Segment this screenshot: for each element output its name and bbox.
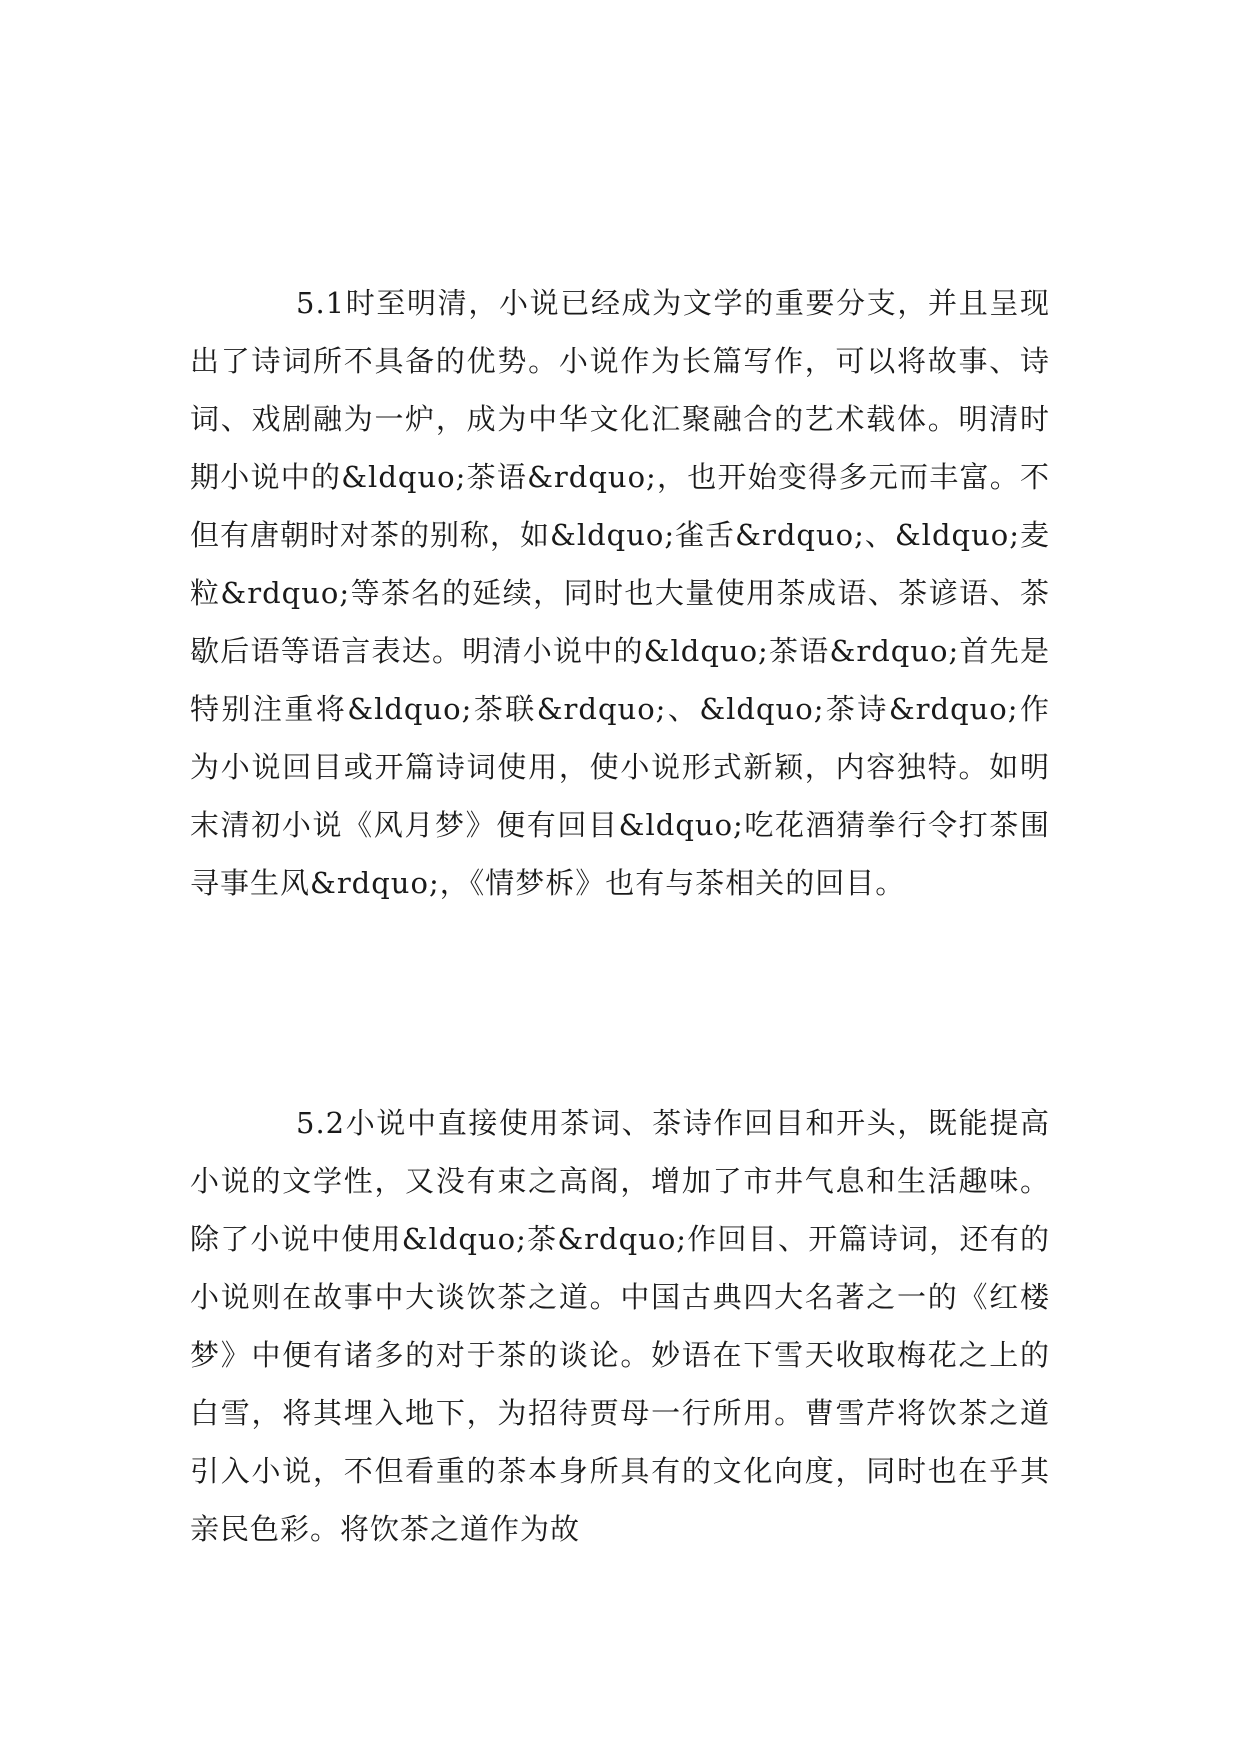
paragraph-5-1: 5.1时至明清，小说已经成为文学的重要分支，并且呈现出了诗词所不具备的优势。小说作为长篇写作，可以将故事、诗词、戏剧融为一炉，成为中华文化汇聚融合的艺术载体。明清时期小说中的&ldquo;茶语&rdquo;，也开始变得多元而丰富。不但有唐朝时对茶的别称，如&ldquo;雀舌&rdquo;、&ldquo;麦粒&rdquo;等茶名的延续，同时也大量使用茶成语、茶谚语、茶歇后语等语言表达。明清小说中的&ldquo;茶语&rdquo;首先是特别注重将&ldquo;茶联&rdquo;、&ldquo;茶诗&rdquo;作为小说回目或开篇诗词使用，使小说形式新颖，内容独特。如明末清初小说《风月梦》便有回目&ldquo;吃花酒猜拳行令打茶围寻事生风&rdquo;，《情梦柝》也有与茶相关的回目。: [190, 286, 1050, 900]
paragraph-5-2: 5.2小说中直接使用茶词、茶诗作回目和开头，既能提高小说的文学性，又没有束之高阁，增加了市井气息和生活趣味。除了小说中使用&ldquo;茶&rdquo;作回目、开篇诗词，还有的小说则在故事中大谈饮茶之道。中国古典四大名著之一的《红楼梦》中便有诸多的对于茶的谈论。妙语在下雪天收取梅花之上的白雪，将其埋入地下，为招待贾母一行所用。曹雪芹将饮茶之道引入小说，不但看重的茶本身所具有的文化向度，同时也在乎其亲民色彩。将饮茶之道作为故: [190, 1106, 1050, 1546]
